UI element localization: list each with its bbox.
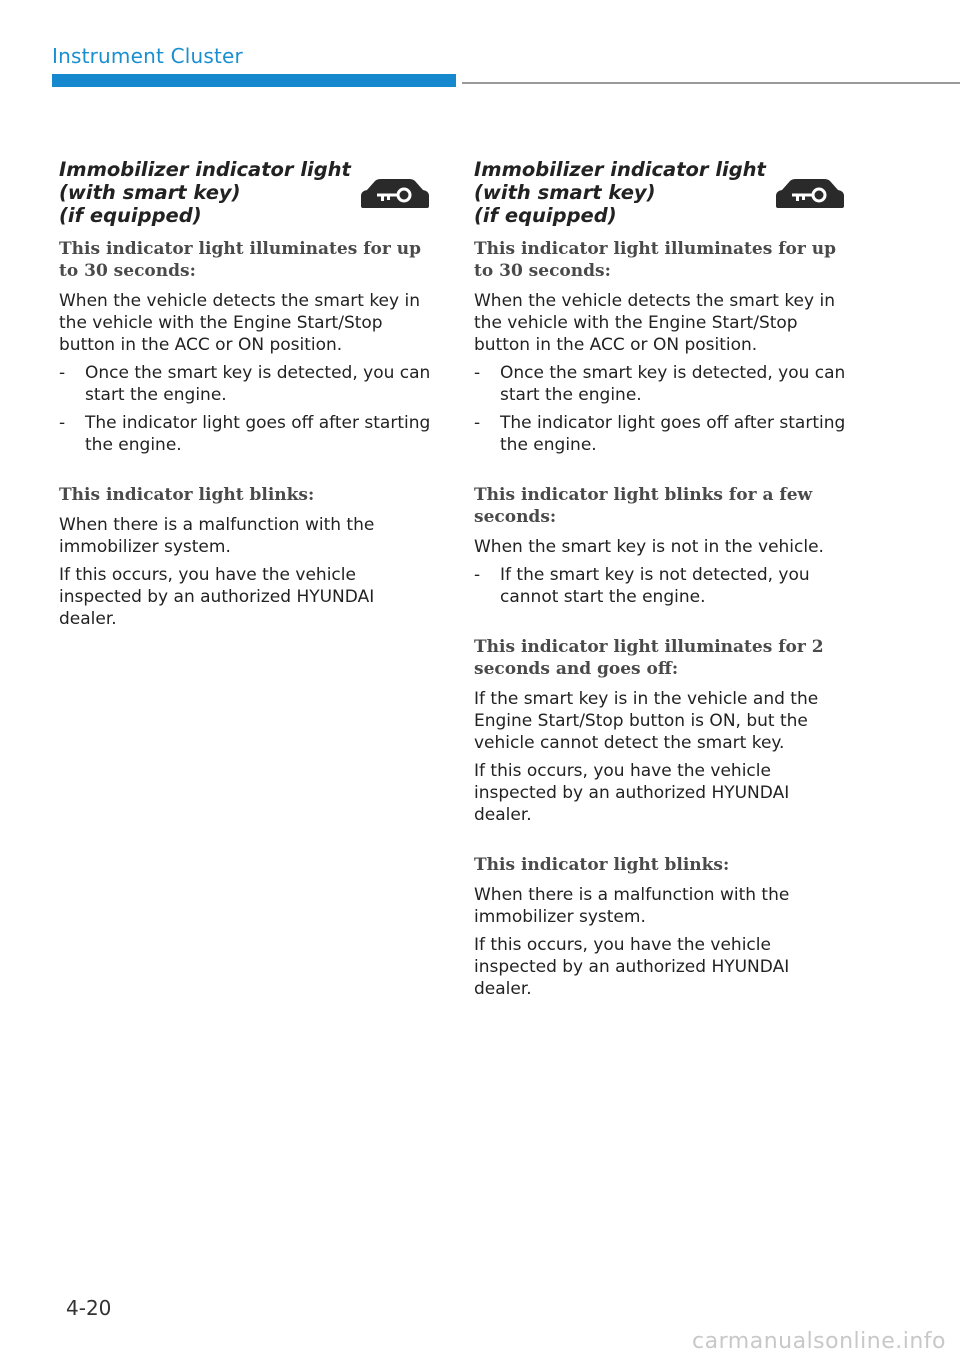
right-paragraph: When the vehicle detects the smart key in the vehicle with the Engine Start/Stop button in the ACC or ON position. — [474, 291, 835, 355]
left-subheading-1: This indicator light illuminates for up to 30 seconds: — [59, 239, 421, 281]
left-paragraph: If this occurs, you have the vehicle inspected by an authorized HYUNDAI dealer. — [59, 565, 375, 629]
right-paragraph: If this occurs, you have the vehicle inspected by an authorized HYUNDAI dealer. — [474, 761, 790, 825]
right-paragraph: If the smart key is in the vehicle and the Engine Start/Stop button is ON, but the vehicle cannot detect the smart key. — [474, 689, 819, 753]
right-paragraph: If this occurs, you have the vehicle inspected by an authorized HYUNDAI dealer. — [474, 935, 790, 999]
left-column — [59, 158, 431, 636]
right-bullet: - Once the smart key is detected, you can start the engine. — [474, 363, 846, 405]
left-paragraph: When there is a malfunction with the immobilizer system. — [59, 515, 375, 557]
left-bullet: - The indicator light goes off after starting the engine. — [59, 413, 431, 455]
page-number: 4-20 — [66, 1296, 112, 1320]
right-column — [474, 158, 846, 1006]
right-subheading-3: This indicator light illuminates for 2 seconds and goes off: — [474, 637, 824, 679]
right-bullet: - The indicator light goes off after starting the engine. — [474, 413, 846, 455]
right-subheading-4: This indicator light blinks: — [474, 855, 730, 875]
section-title: Instrument Cluster — [52, 44, 243, 68]
right-subheading-2: This indicator light blinks for a few seconds: — [474, 485, 813, 527]
right-bullet: - If the smart key is not detected, you cannot start the engine. — [474, 565, 810, 607]
header-rule-accent — [52, 74, 456, 87]
car-key-icon — [774, 176, 846, 212]
right-heading: Immobilizer indicator light (with smart key) (if equipped) — [474, 158, 766, 227]
left-bullet: - Once the smart key is detected, you can start the engine. — [59, 363, 431, 405]
header-rule — [462, 82, 960, 84]
right-paragraph: When the smart key is not in the vehicle. — [474, 537, 824, 557]
right-subheading-1: This indicator light illuminates for up to 30 seconds: — [474, 239, 836, 281]
right-paragraph: When there is a malfunction with the immobilizer system. — [474, 885, 790, 927]
watermark: carmanualsonline.info — [692, 1329, 946, 1354]
left-heading-block — [59, 158, 431, 238]
car-key-icon — [359, 176, 431, 212]
left-heading: Immobilizer indicator light (with smart key) (if equipped) — [59, 158, 351, 227]
left-subheading-2: This indicator light blinks: — [59, 485, 315, 505]
right-heading-block — [474, 158, 846, 238]
left-paragraph: When the vehicle detects the smart key in the vehicle with the Engine Start/Stop button in the ACC or ON position. — [59, 291, 420, 355]
